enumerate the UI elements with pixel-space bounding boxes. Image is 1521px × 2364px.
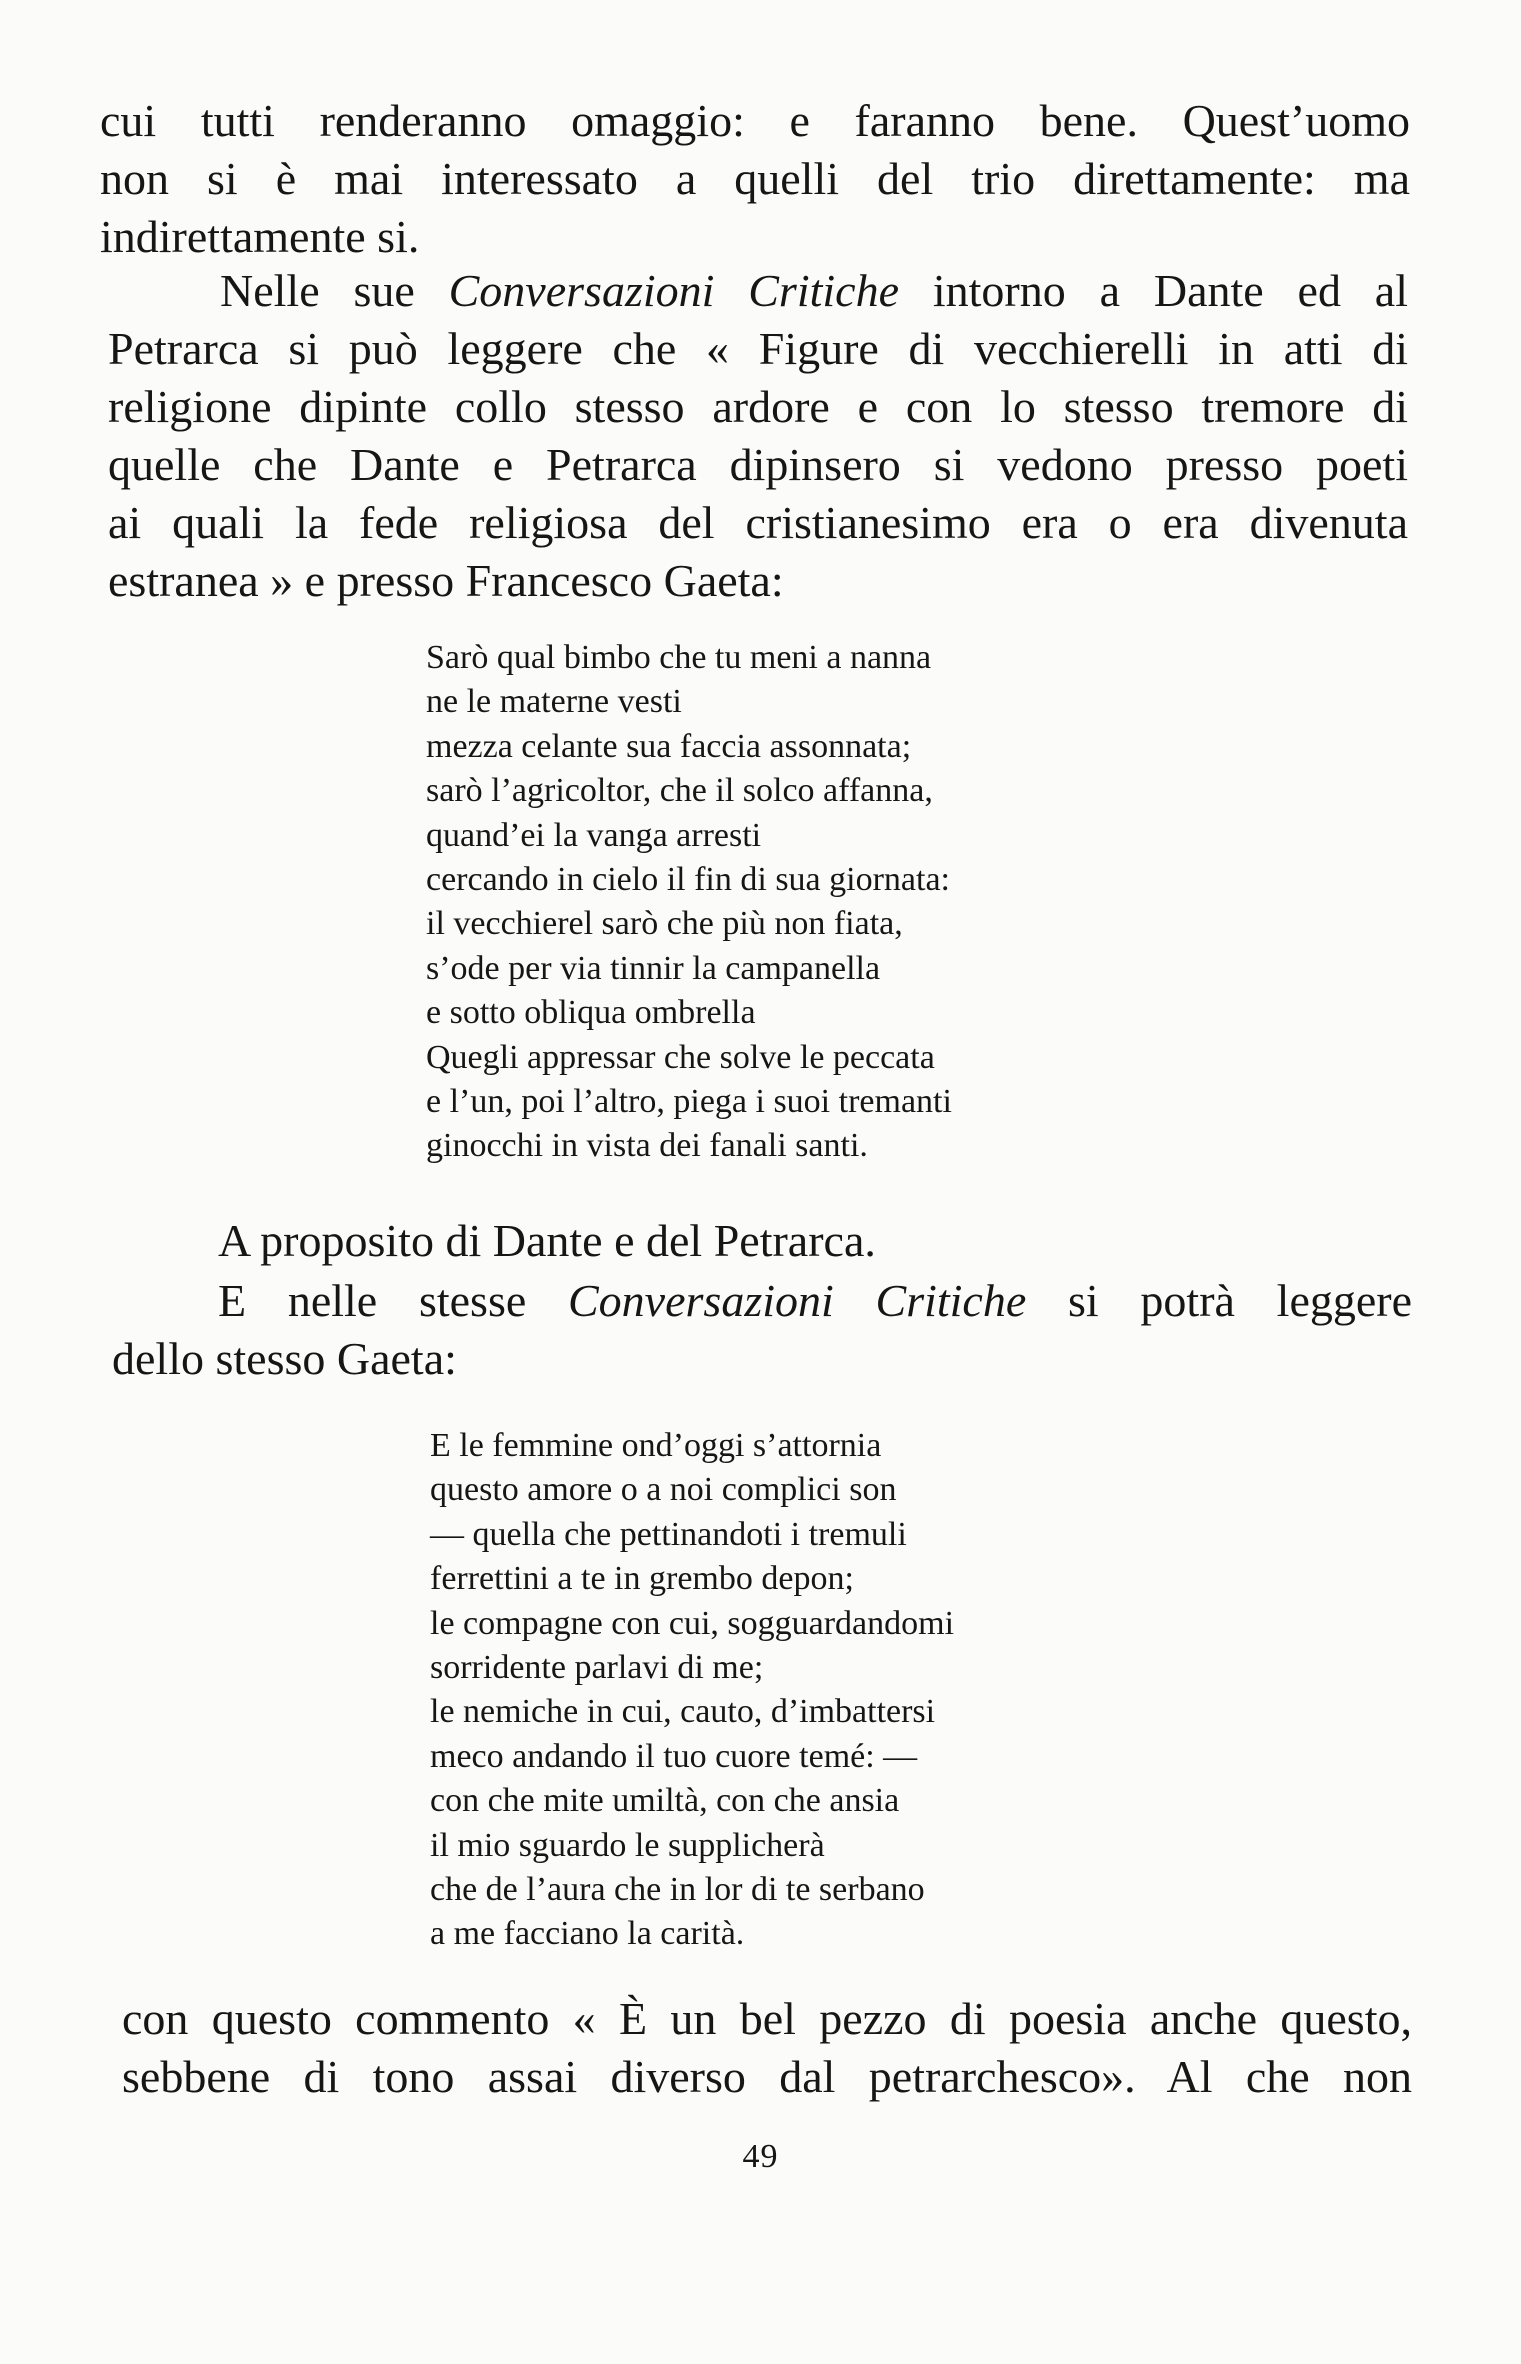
verse-line: ginocchi in vista dei fanali santi. bbox=[426, 1127, 868, 1165]
page-number: 49 bbox=[742, 2138, 779, 2175]
paragraph-5 bbox=[122, 1990, 1412, 2106]
verse-line: E le femmine ond’oggi s’attornia bbox=[430, 1427, 882, 1464]
paragraph-line: A proposito di Dante e del Petrarca. bbox=[218, 1215, 876, 1266]
paragraph-text: Nelle sue bbox=[220, 265, 449, 316]
paragraph-3 bbox=[218, 1212, 1118, 1270]
verse-line: le nemiche in cui, cauto, d’imbattersi bbox=[430, 1693, 936, 1731]
paragraph-line: dello stesso Gaeta: bbox=[112, 1333, 457, 1384]
paragraph-line: non si è mai interessato a quelli del trio direttamente: ma bbox=[100, 153, 1410, 204]
verse-line: che de l’aura che in lor di te serbano bbox=[430, 1871, 925, 1909]
verse-line: cercando in cielo il fin di sua giornata: bbox=[426, 861, 950, 899]
paragraph-1 bbox=[100, 92, 1410, 266]
verse-line: sarò l’agricoltor, che il solco affanna, bbox=[426, 772, 933, 810]
paragraph-line: religione dipinte collo stesso ardore e con lo stesso tremore di bbox=[108, 381, 1408, 432]
paragraph-text: si potrà leggere bbox=[1026, 1275, 1413, 1326]
verse-line: s’ode per via tinnir la campanella bbox=[426, 949, 881, 987]
verse-line: a me facciano la carità. bbox=[430, 1915, 745, 1953]
verse-line: sorridente parlavi di me; bbox=[430, 1649, 764, 1687]
poem-2 bbox=[430, 1424, 954, 1957]
verse-line: ferrettini a te in grembo depon; bbox=[430, 1560, 854, 1598]
paragraph-line: cui tutti renderanno omaggio: e faranno bene. Quest’uomo bbox=[100, 95, 1410, 146]
verse-line: con che mite umiltà, con che ansia bbox=[430, 1782, 900, 1820]
verse-line: e l’un, poi l’altro, piega i suoi tremanti bbox=[426, 1083, 952, 1121]
paragraph-line: Petrarca si può leggere che « Figure di vecchierelli in atti di bbox=[108, 323, 1408, 374]
poem-1 bbox=[426, 636, 952, 1169]
paragraph-line: indirettamente si. bbox=[100, 211, 420, 262]
verse-line: ne le materne vesti bbox=[426, 683, 682, 721]
verse-line: mezza celante sua faccia assonnata; bbox=[426, 727, 912, 765]
paragraph-line: quelle che Dante e Petrarca dipinsero si vedono presso poeti bbox=[108, 439, 1408, 490]
paragraph-2 bbox=[108, 262, 1408, 610]
verse-line: il mio sguardo le supplicherà bbox=[430, 1826, 825, 1864]
verse-line: Quegli appressar che solve le peccata bbox=[426, 1038, 935, 1076]
paragraph-line: con questo commento « È un bel pezzo di poesia anche questo, bbox=[122, 1993, 1412, 2044]
paragraph-text: E nelle stesse bbox=[218, 1275, 568, 1326]
paragraph-line bbox=[108, 262, 1408, 320]
paragraph-line: ai quali la fede religiosa del cristianesimo era o era divenuta bbox=[108, 497, 1408, 548]
paragraph-line: sebbene di tono assai diverso dal petrarchesco». Al che non bbox=[122, 2051, 1412, 2102]
paragraph-4 bbox=[112, 1272, 1412, 1388]
verse-line: meco andando il tuo cuore temé: — bbox=[430, 1737, 918, 1775]
book-title: Conversazioni Critiche bbox=[568, 1275, 1027, 1326]
paragraph-text: intorno a Dante ed al bbox=[899, 265, 1408, 316]
verse-line: il vecchierel sarò che più non fiata, bbox=[426, 905, 903, 943]
verse-line: quand’ei la vanga arresti bbox=[426, 816, 762, 854]
verse-line: Sarò qual bimbo che tu meni a nanna bbox=[426, 639, 932, 676]
paragraph-line: estranea » e presso Francesco Gaeta: bbox=[108, 555, 784, 606]
book-title: Conversazioni Critiche bbox=[448, 265, 900, 316]
verse-line: — quella che pettinandoti i tremuli bbox=[430, 1515, 907, 1553]
verse-line: le compagne con cui, sogguardandomi bbox=[430, 1604, 955, 1642]
verse-line: e sotto obliqua ombrella bbox=[426, 994, 756, 1032]
paragraph-line bbox=[112, 1272, 1412, 1330]
verse-line: questo amore o a noi complici son bbox=[430, 1471, 897, 1509]
